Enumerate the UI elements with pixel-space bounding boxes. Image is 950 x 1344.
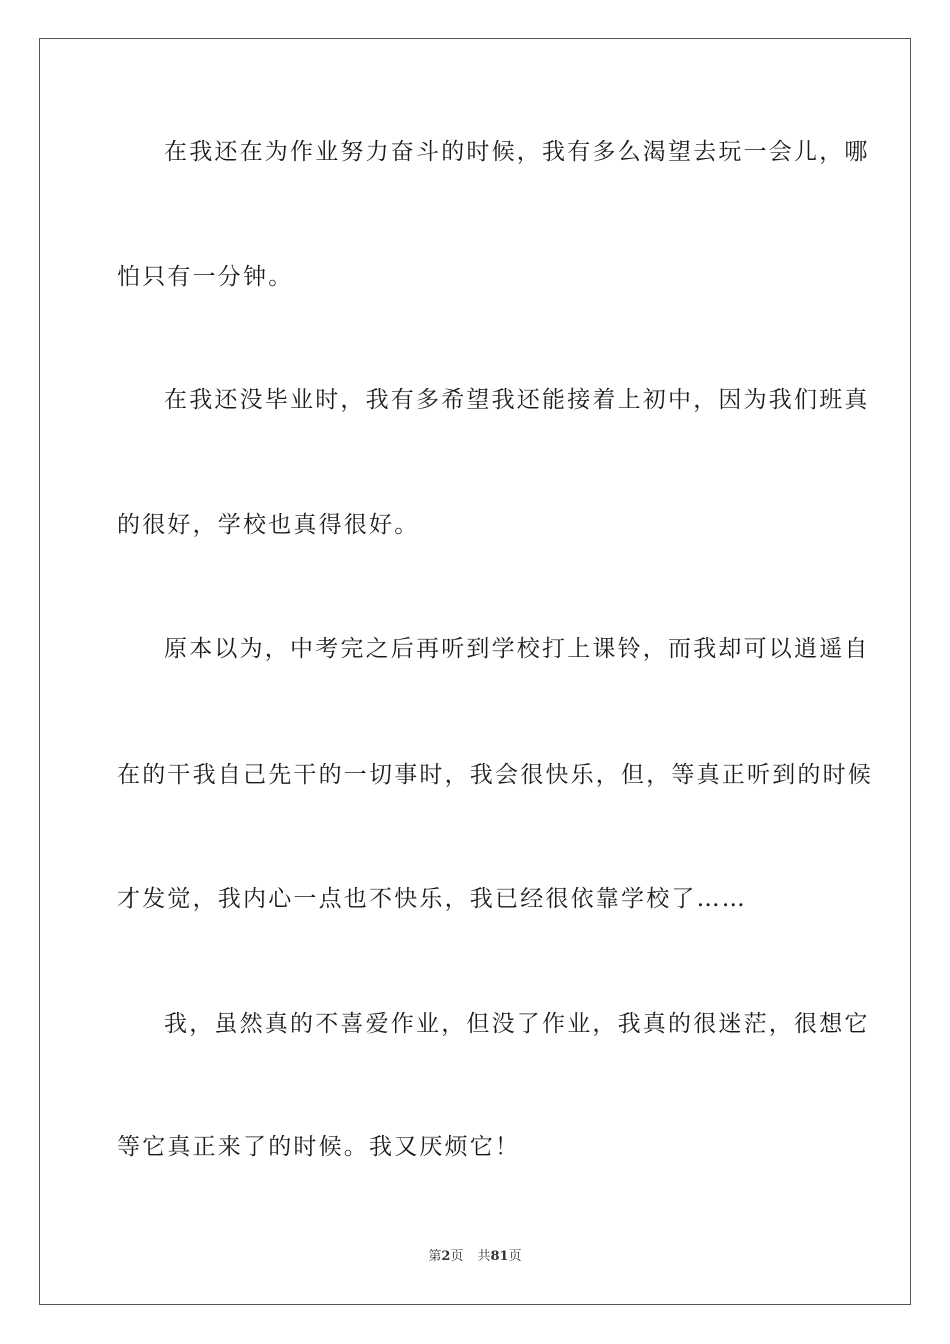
total-prefix: 共: [477, 1249, 491, 1264]
page-footer: [0, 1248, 950, 1266]
paragraph-2-line-1: 在我还没毕业时，我有多希望我还能接着上初中，因为我们班真: [164, 387, 870, 413]
page-suffix: 页: [450, 1249, 464, 1264]
page-border: [39, 38, 911, 1305]
page-number: 2: [441, 1249, 451, 1264]
paragraph-1-line-2: 怕只有一分钟。: [117, 264, 294, 290]
paragraph-1-line-1: 在我还在为作业努力奋斗的时候，我有多么渴望去玩一会儿，哪: [164, 139, 870, 165]
total-suffix: 页: [508, 1249, 522, 1264]
paragraph-3-line-3: 才发觉，我内心一点也不快乐，我已经很依靠学校了……: [117, 886, 747, 912]
paragraph-4-line-2: 等它真正来了的时候。我又厌烦它！: [117, 1134, 521, 1160]
paragraph-4-line-1: 我，虽然真的不喜爱作业，但没了作业，我真的很迷茫，很想它: [164, 1011, 870, 1037]
total-pages: 81: [490, 1249, 509, 1264]
paragraph-3-line-2: 在的干我自己先干的一切事时，我会很快乐，但，等真正听到的时候: [117, 762, 873, 788]
page-prefix: 第: [428, 1249, 442, 1264]
paragraph-2-line-2: 的很好，学校也真得很好。: [117, 512, 420, 538]
paragraph-3-line-1: 原本以为，中考完之后再听到学校打上课铃，而我却可以逍遥自: [164, 636, 870, 662]
